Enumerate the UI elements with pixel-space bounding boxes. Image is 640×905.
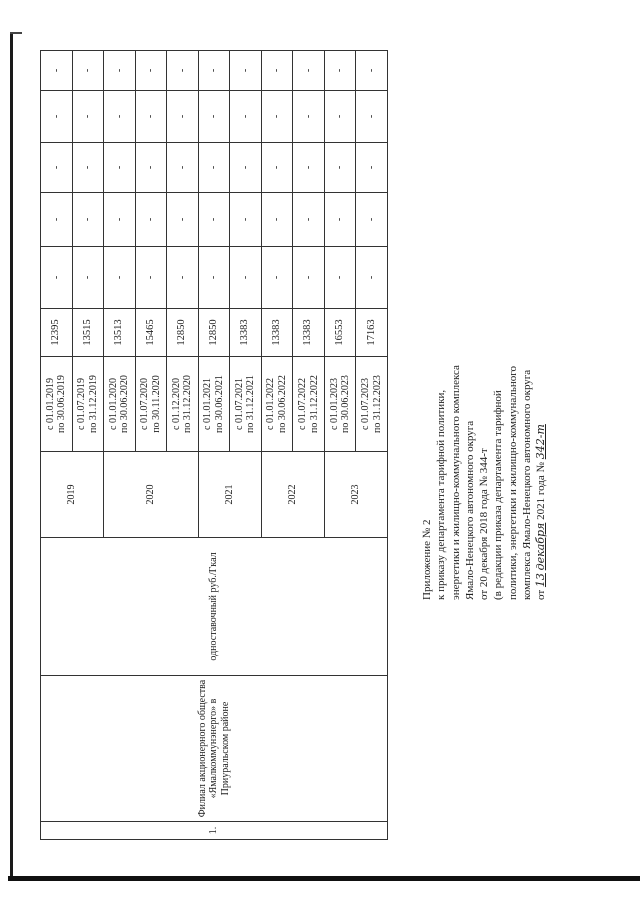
empty-value-dash: - bbox=[104, 193, 136, 247]
empty-value-dash: - bbox=[356, 247, 388, 309]
period-to: по 31.12.2021 bbox=[245, 375, 257, 433]
period-to: по 30.06.2023 bbox=[340, 375, 352, 433]
tariff-value: 17163 bbox=[356, 309, 388, 357]
tariff-value: 15465 bbox=[135, 309, 167, 357]
year-cell: 2021 bbox=[198, 452, 261, 538]
empty-value-dash: - bbox=[230, 193, 262, 247]
empty-value-dash: - bbox=[230, 143, 262, 193]
scan-border-top bbox=[10, 32, 22, 34]
period-cell bbox=[72, 357, 104, 452]
period-from: с 01.07.2020 bbox=[139, 378, 151, 430]
empty-value-dash: - bbox=[167, 143, 199, 193]
period-to: по 30.06.2022 bbox=[276, 375, 288, 433]
table-row bbox=[41, 51, 73, 840]
period-from: с 01.12.2020 bbox=[170, 378, 182, 430]
empty-value-dash: - bbox=[72, 143, 104, 193]
tariff-value: 13383 bbox=[230, 309, 262, 357]
empty-value-dash: - bbox=[198, 247, 230, 309]
empty-value-dash: - bbox=[261, 91, 293, 143]
period-to: по 31.12.2020 bbox=[182, 375, 194, 433]
empty-value-dash: - bbox=[104, 91, 136, 143]
period-cell bbox=[167, 357, 199, 452]
appendix-line: энергетики и жилищно-коммунального комплекса bbox=[449, 365, 462, 600]
handwritten-order-number: 342-т bbox=[534, 424, 548, 460]
period-cell bbox=[104, 357, 136, 452]
tariff-value: 12850 bbox=[167, 309, 199, 357]
empty-value-dash: - bbox=[198, 51, 230, 91]
period-from: с 01.07.2021 bbox=[233, 378, 245, 430]
scan-border-left bbox=[10, 32, 13, 880]
period-cell bbox=[293, 357, 325, 452]
organization-name: Филиал акционерного общества «Ямалкоммунэнерго» в Приуральском районе bbox=[41, 676, 388, 822]
empty-value-dash: - bbox=[198, 143, 230, 193]
empty-value-dash: - bbox=[135, 91, 167, 143]
period-to: по 31.12.2022 bbox=[308, 375, 320, 433]
empty-value-dash: - bbox=[167, 51, 199, 91]
appendix-line: Ямало-Ненецкого автономного округа bbox=[463, 420, 476, 600]
period-from: с 01.01.2021 bbox=[202, 378, 214, 430]
empty-value-dash: - bbox=[135, 193, 167, 247]
appendix-title: Приложение № 2 bbox=[421, 519, 433, 600]
date-year: 2021 года № bbox=[535, 462, 548, 520]
tariff-table bbox=[40, 50, 388, 840]
appendix-line: политики, энергетики и жилищно-коммунального bbox=[506, 366, 519, 600]
period-from: с 01.01.2019 bbox=[44, 378, 56, 430]
rotated-page bbox=[40, 20, 600, 850]
year-cell: 2020 bbox=[104, 452, 199, 538]
period-from: с 01.07.2022 bbox=[297, 378, 309, 430]
row-number: 1. bbox=[41, 822, 388, 840]
empty-value-dash: - bbox=[293, 193, 325, 247]
empty-value-dash: - bbox=[104, 143, 136, 193]
empty-value-dash: - bbox=[135, 143, 167, 193]
empty-value-dash: - bbox=[324, 193, 356, 247]
empty-value-dash: - bbox=[41, 247, 73, 309]
empty-value-dash: - bbox=[230, 247, 262, 309]
period-from: с 01.01.2023 bbox=[328, 378, 340, 430]
tariff-value: 13513 bbox=[104, 309, 136, 357]
appendix-line: (в редакции приказа департамента тарифной bbox=[492, 390, 505, 600]
empty-value-dash: - bbox=[324, 143, 356, 193]
empty-value-dash: - bbox=[230, 51, 262, 91]
empty-value-dash: - bbox=[104, 51, 136, 91]
tariff-value: 16553 bbox=[324, 309, 356, 357]
period-from: с 01.01.2020 bbox=[107, 378, 119, 430]
empty-value-dash: - bbox=[293, 247, 325, 309]
appendix-date-line bbox=[534, 40, 548, 600]
empty-value-dash: - bbox=[324, 247, 356, 309]
empty-value-dash: - bbox=[356, 193, 388, 247]
empty-value-dash: - bbox=[324, 91, 356, 143]
empty-value-dash: - bbox=[293, 51, 325, 91]
empty-value-dash: - bbox=[41, 51, 73, 91]
period-to: по 30.06.2019 bbox=[56, 375, 68, 433]
tariff-unit: одноставочный руб./Гкал bbox=[41, 538, 388, 676]
empty-value-dash: - bbox=[198, 193, 230, 247]
empty-value-dash: - bbox=[72, 193, 104, 247]
tariff-value: 13515 bbox=[72, 309, 104, 357]
year-cell: 2022 bbox=[261, 452, 324, 538]
period-from: с 01.07.2019 bbox=[76, 378, 88, 430]
period-cell bbox=[356, 357, 388, 452]
period-to: по 30.06.2020 bbox=[119, 375, 131, 433]
date-prefix: от bbox=[535, 589, 548, 600]
empty-value-dash: - bbox=[230, 91, 262, 143]
appendix-line: комплекса Ямало-Ненецкого автономного округа bbox=[521, 369, 534, 600]
empty-value-dash: - bbox=[135, 247, 167, 309]
year-cell: 2019 bbox=[41, 452, 104, 538]
empty-value-dash: - bbox=[41, 193, 73, 247]
empty-value-dash: - bbox=[41, 91, 73, 143]
tariff-value: 13383 bbox=[293, 309, 325, 357]
empty-value-dash: - bbox=[167, 91, 199, 143]
appendix-header bbox=[420, 40, 549, 600]
empty-value-dash: - bbox=[261, 193, 293, 247]
period-cell bbox=[261, 357, 293, 452]
handwritten-month: декабря bbox=[534, 522, 548, 571]
period-from: с 01.01.2022 bbox=[265, 378, 277, 430]
period-cell bbox=[41, 357, 73, 452]
appendix-line: к приказу департамента тарифной политики, bbox=[435, 389, 448, 600]
tariff-value: 12395 bbox=[41, 309, 73, 357]
period-to: по 31.12.2023 bbox=[371, 375, 383, 433]
empty-value-dash: - bbox=[72, 91, 104, 143]
period-to: по 30.11.2020 bbox=[150, 375, 162, 433]
empty-value-dash: - bbox=[41, 143, 73, 193]
empty-value-dash: - bbox=[293, 143, 325, 193]
empty-value-dash: - bbox=[167, 247, 199, 309]
empty-value-dash: - bbox=[261, 51, 293, 91]
period-cell bbox=[230, 357, 262, 452]
handwritten-day: 13 bbox=[534, 573, 548, 588]
period-to: по 31.12.2019 bbox=[87, 375, 99, 433]
empty-value-dash: - bbox=[198, 91, 230, 143]
empty-value-dash: - bbox=[356, 91, 388, 143]
period-cell bbox=[135, 357, 167, 452]
year-cell: 2023 bbox=[324, 452, 387, 538]
period-cell bbox=[198, 357, 230, 452]
tariff-value: 13383 bbox=[261, 309, 293, 357]
empty-value-dash: - bbox=[261, 143, 293, 193]
period-cell bbox=[324, 357, 356, 452]
empty-value-dash: - bbox=[356, 143, 388, 193]
empty-value-dash: - bbox=[261, 247, 293, 309]
empty-value-dash: - bbox=[72, 51, 104, 91]
period-from: с 01.07.2023 bbox=[360, 378, 372, 430]
empty-value-dash: - bbox=[167, 193, 199, 247]
appendix-line: от 20 декабря 2018 года № 344-т bbox=[478, 448, 491, 600]
empty-value-dash: - bbox=[293, 91, 325, 143]
tariff-value: 12850 bbox=[198, 309, 230, 357]
period-to: по 30.06.2021 bbox=[213, 375, 225, 433]
empty-value-dash: - bbox=[135, 51, 167, 91]
empty-value-dash: - bbox=[324, 51, 356, 91]
empty-value-dash: - bbox=[356, 51, 388, 91]
empty-value-dash: - bbox=[104, 247, 136, 309]
empty-value-dash: - bbox=[72, 247, 104, 309]
scan-border-bottom bbox=[8, 876, 640, 881]
